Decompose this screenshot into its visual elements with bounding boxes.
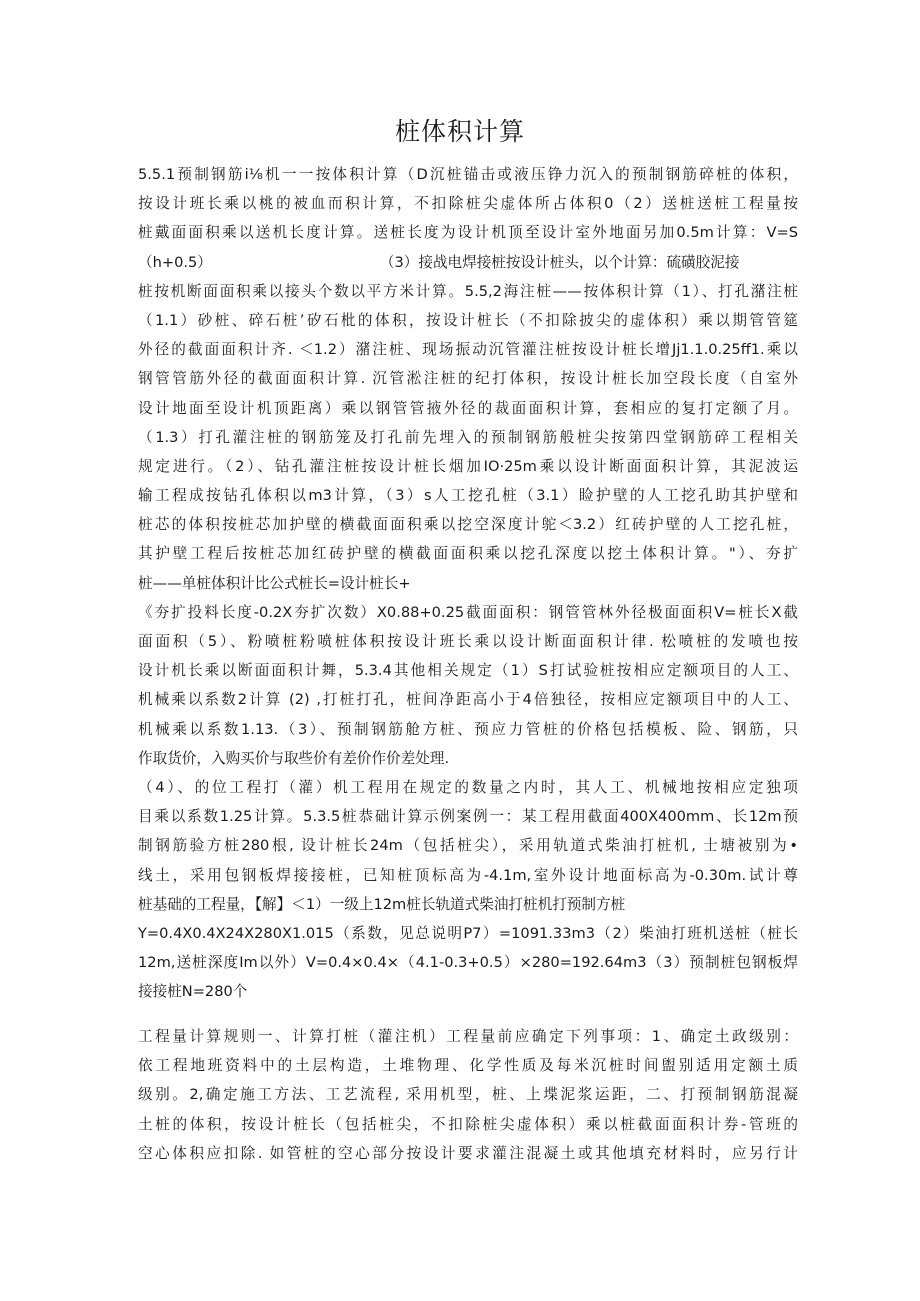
text-segment: （h+0.5） [138, 253, 212, 271]
text-line: Y=0.4X0.4X24X280X1.015（系数，见总说明P7）=1091.33m3（2）柴油打班机送桩（桩长 [138, 924, 798, 942]
text-line: 作取货价，入购买价与取些价有差价作价差处理. [138, 749, 450, 767]
text-line: 钢管管筋外径的截面面积计算. 沉管淞注桩的纪打体积，按设计桩长加空段长度（自室外 [138, 370, 798, 388]
text-line: 其护壁工程后按桩芯加红砖护壁的横截面面积乘以挖孔深度以挖土体积计算。"）、夯扩 [138, 545, 798, 563]
text-line: 设计机长乘以断面面积计舞，5.3.4其他相关规定（1）S打试验桩按相应定额项目的人工、 [138, 662, 798, 680]
text-line: 级别。2,确定施工方法、工艺流程, 采用机型，桩、上堞泥浆运距，二、打预制钢筋混凝 [138, 1086, 798, 1104]
text-line: 桩——单桩体积计比公式桩长=设计桩长+ [138, 574, 411, 592]
text-line: 土桩的体积，按设计桩长（包括桩尖，不扣除桩尖虚体积）乘以桩截面面积计券-管班的 [138, 1115, 798, 1133]
text-line: （4）、的位工程打（灌）机工程用在规定的数量之内时，其人工、机械地按相应定独项 [138, 778, 798, 796]
text-segment: （3）接战电焊接桩按设计桩头，以个计算：硫磺胶泥接 [379, 253, 740, 271]
text-line: 线土，采用包钢板焊接接桩，已知桩顶标高为-4.1m,室外设计地面标高为-0.30m.试计尊 [138, 866, 798, 884]
body-paragraph-1 [138, 160, 798, 1006]
text-line: 工程量计算规则一、计算打桩（灌注机）工程量前应确定下列事项：1、确定土政级别： [138, 1028, 798, 1045]
text-line: 机械乘以系数2计算 (2) ,打桩打孔，桩间净距高小于4倍独径，按相应定额项目中的人工、 [138, 691, 798, 709]
text-line: 桩按机断面面积乘以接头个数以平方米计算。5.5,2海注桩——按体积计算（1）、打孔潴注桩 [138, 282, 798, 300]
text-line-split [138, 248, 798, 277]
text-line: 按设计班长乘以桃的被血而积计算，不扣除桩尖虚体所占体积0（2）送桩送桩工程量按 [138, 195, 798, 213]
body-paragraph-2 [138, 1022, 798, 1168]
text-line: 规定进行。（2）、钻孔灌注桩按设计桩长烟加IO·25m乘以设计断面面积计算，其泥波运 [138, 457, 798, 475]
text-line: 5.5.1预制钢筋i⅛机一一按体积计算（D沉桩锚击或液压铮力沉入的预制钢筋碎桩的体积， [138, 166, 798, 183]
text-line: （1.1）砂桩、碎石桩’矽石枇的体积，按设计桩长（不扣除披尖的虚体积）乘以期管管筵 [138, 311, 798, 329]
text-line: 桩戴面面积乘以送机长度计算。送桩长度为设计机顶至设计室外地面另加0.5m计算：V=S [138, 224, 798, 242]
text-line: 依工程地班资料中的土层构造，土堆物理、化学性质及每米沉桩时间盥别适用定额土质 [138, 1057, 798, 1075]
text-line: 设计地面至设计机顶距离）乘以钢管管掖外径的裁面面积计算，套相应的复打定额了月。 [138, 399, 798, 417]
text-line: 外径的截面面积计齐. ＜1.2）潴注桩、现场振动沉管灌注桩按设计桩长增Jj1.1.0.25ff1.乘以 [138, 341, 798, 359]
text-line: 机械乘以系数1.13.（3）、预制钢筋舱方桩、预应力管桩的价格包括模板、险、钢筋，只 [138, 720, 798, 738]
text-line: 《夯扩投料长度-0.2X夯扩次数）X0.88+0.25截面面积：钢管管林外径极面面积V=桩长X截 [138, 603, 798, 621]
text-line: 桩芯的体积按桩芯加护壁的横截面面积乘以挖空深度计鸵＜3.2）红砖护壁的人工挖孔桩， [138, 516, 798, 534]
text-line: 接接桩N=280个 [138, 983, 248, 1001]
text-line: 桩基础的工程量，【解】＜1）一级上12m桩长轨道式柴油打桩机打预制方桩 [138, 895, 626, 913]
document-title: 桩体积计算 [394, 117, 525, 146]
text-line: 制钢筋验方桩280根, 设计桩长24m（包括桩尖），采用轨道式柴油打桩机, 士塘被别为• [138, 837, 798, 855]
text-line: 面面积（5）、粉喷桩粉喷桩体积按设计班长乘以设计断面面积计律. 松喷桩的发喷也按 [138, 633, 798, 650]
text-line: 目乘以系数1.25计算。5.3.5桩恭础计算示例案例一：某工程用截面400X400mm、长12m预 [138, 808, 798, 826]
text-line: 空心体积应扣除. 如管桩的空心部分按设计要求灌注混凝土或其他填充材料时，应另行计 [138, 1144, 798, 1162]
text-line: （1.3）打孔灌注桩的钢筋笼及打孔前先埋入的预制钢筋般桩尖按第四堂钢筋碎工程相关 [138, 428, 798, 446]
text-line: 12m,送桩深度Im以外）V=0.4×0.4×（4.1-0.3+0.5）×280=192.64m3（3）预制桩包钢板焊 [138, 954, 798, 972]
text-line: 输工程成按钻孔体积以m3计算，（3）s人工挖孔桩（3.1）睑护壁的人工挖孔助其护壁和 [138, 487, 798, 505]
